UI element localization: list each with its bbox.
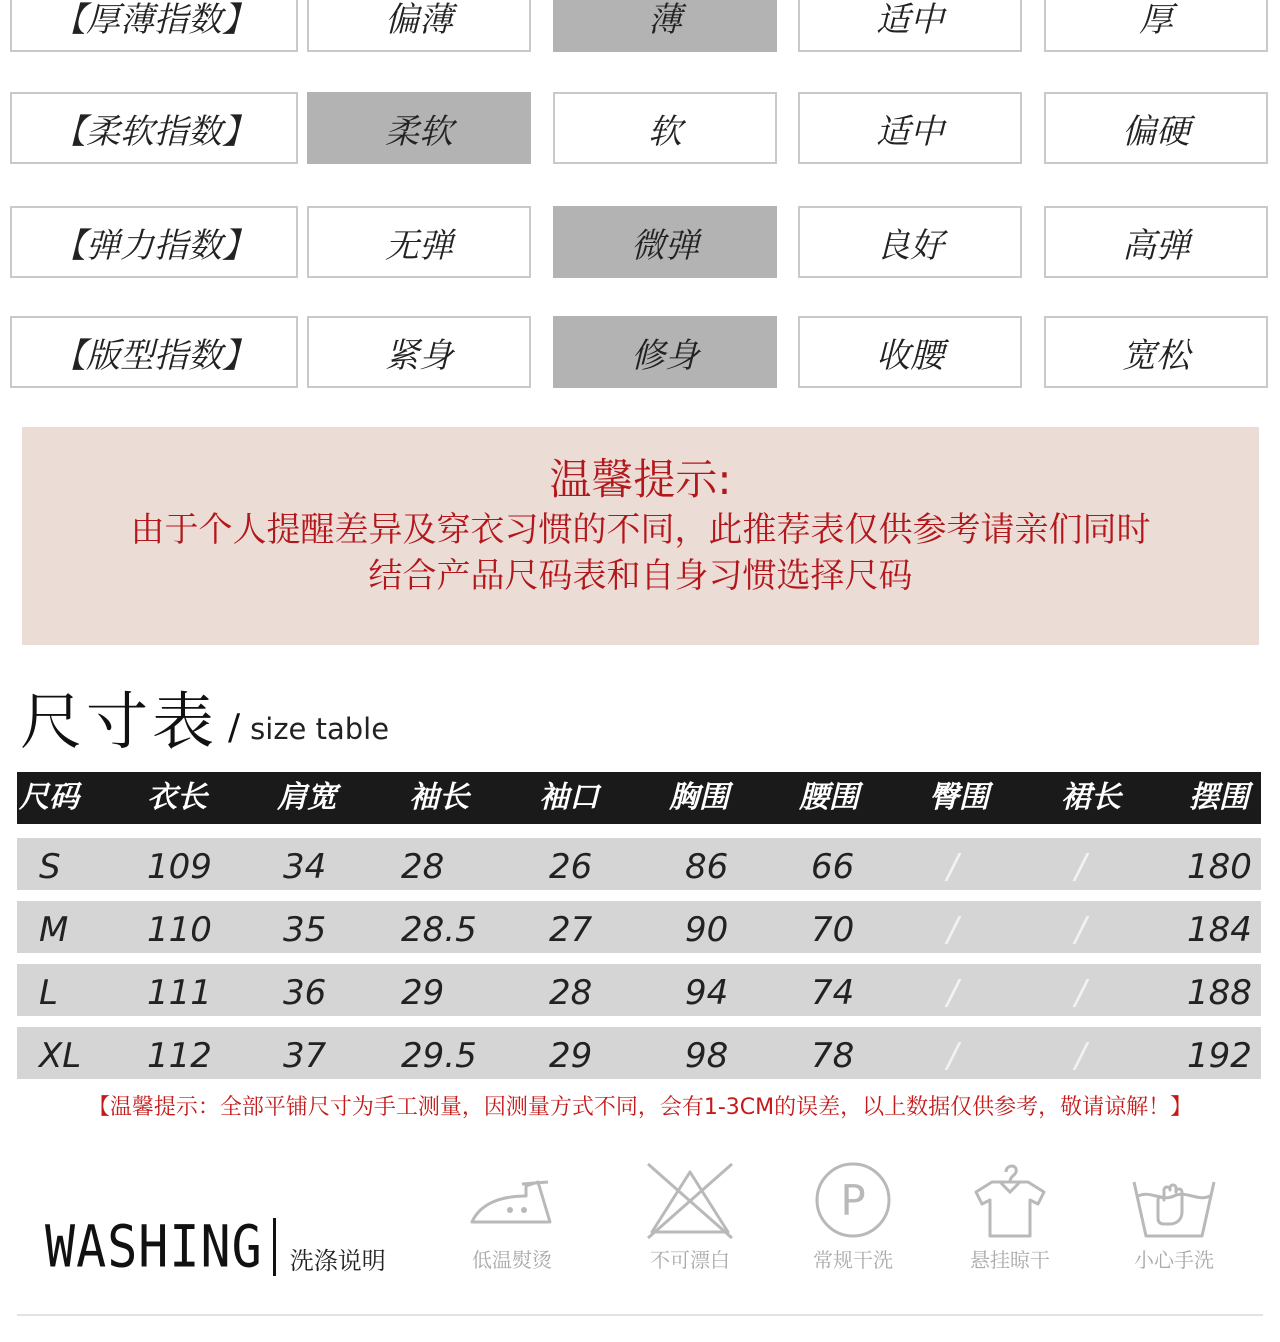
cell-shoulder: 36	[283, 973, 327, 1013]
tip-line-2: 结合产品尺码表和自身习惯选择尺码	[368, 556, 913, 596]
table-row	[17, 838, 1261, 890]
attr-label: 【版型指数】	[10, 316, 298, 388]
attr-row-thickness	[0, 0, 1280, 54]
cell-sleeve: 29.5	[401, 1036, 477, 1076]
wash-label: 不可漂白	[650, 1248, 730, 1272]
cell-shoulder: 35	[283, 910, 327, 950]
cell-waist: 78	[811, 1036, 855, 1076]
table-row	[17, 1027, 1261, 1079]
cell-skirt-length: /	[1075, 973, 1087, 1013]
attr-label: 【厚薄指数】	[10, 0, 298, 52]
cell-bust: 98	[685, 1036, 729, 1076]
attr-option: 紧身	[307, 316, 531, 388]
attr-option: 偏薄	[307, 0, 531, 52]
wash-item-no-bleach	[620, 1160, 760, 1273]
wash-label: 悬挂晾干	[970, 1248, 1050, 1272]
attr-label: 【柔软指数】	[10, 92, 298, 164]
cell-hip: /	[947, 973, 959, 1013]
cell-length: 111	[147, 973, 212, 1013]
dry-clean-icon	[803, 1160, 903, 1240]
attr-row-fit	[0, 316, 1280, 390]
cell-skirt-length: /	[1075, 847, 1087, 887]
attr-option: 宽松	[1044, 316, 1268, 388]
wash-label: 常规干洗	[813, 1248, 893, 1272]
cell-length: 109	[147, 847, 212, 887]
tip-box	[22, 427, 1259, 645]
measurement-note: 【温馨提示：全部平铺尺寸为手工测量，因测量方式不同，会有1-3CM的误差，以上数据仅供参考，敬请谅解！】	[87, 1095, 1193, 1120]
header-length: 衣长	[147, 780, 207, 815]
hang-dry-icon	[960, 1160, 1060, 1240]
cell-shoulder: 34	[283, 847, 327, 887]
bottom-divider	[17, 1314, 1263, 1316]
dry-clean-symbol: P	[840, 1176, 866, 1225]
cell-cuff: 29	[549, 1036, 593, 1076]
table-row	[17, 901, 1261, 953]
size-title-zh: 尺寸表	[20, 685, 219, 758]
attr-option: 收腰	[798, 316, 1022, 388]
cell-skirt-length: /	[1075, 910, 1087, 950]
cell-skirt-length: /	[1075, 1036, 1087, 1076]
cell-cuff: 26	[549, 847, 593, 887]
attr-option: 适中	[798, 0, 1022, 52]
attr-option: 无弹	[307, 206, 531, 278]
cell-cuff: 28	[549, 973, 593, 1013]
attr-option-selected: 薄	[553, 0, 777, 52]
title-divider	[273, 1218, 276, 1276]
header-waist: 腰围	[799, 780, 859, 815]
cell-sleeve: 28.5	[401, 910, 477, 950]
cell-hem: 180	[1187, 847, 1252, 887]
attr-row-elasticity	[0, 206, 1280, 280]
attr-option: 良好	[798, 206, 1022, 278]
attr-option-selected: 微弹	[553, 206, 777, 278]
header-cuff: 袖口	[539, 780, 599, 815]
cell-size: M	[39, 910, 69, 950]
no-bleach-icon	[640, 1160, 740, 1240]
cell-size: L	[39, 973, 58, 1013]
wash-item-dry-clean	[783, 1160, 923, 1273]
tip-text	[22, 507, 1259, 599]
cell-hem: 192	[1187, 1036, 1252, 1076]
attr-option-selected: 修身	[553, 316, 777, 388]
hand-wash-icon	[1124, 1160, 1224, 1240]
wash-item-hand-wash	[1104, 1160, 1244, 1273]
wash-label: 低温熨烫	[472, 1248, 552, 1272]
cell-cuff: 27	[549, 910, 593, 950]
washing-title-en: WASHING	[45, 1213, 263, 1281]
attr-label: 【弹力指数】	[10, 206, 298, 278]
header-size: 尺码	[19, 780, 79, 815]
attr-row-softness	[0, 92, 1280, 166]
cell-waist: 66	[811, 847, 855, 887]
washing-title-zh: 洗涤说明	[289, 1246, 386, 1275]
wash-item-iron	[442, 1160, 582, 1273]
header-shoulder: 肩宽	[277, 780, 337, 815]
attr-option: 适中	[798, 92, 1022, 164]
wash-item-hang-dry	[940, 1160, 1080, 1273]
cell-waist: 74	[811, 973, 855, 1013]
table-row	[17, 964, 1261, 1016]
iron-icon	[462, 1160, 562, 1240]
tip-title: 温馨提示:	[549, 455, 732, 504]
attr-option: 高弹	[1044, 206, 1268, 278]
attr-option: 厚	[1044, 0, 1268, 52]
cell-sleeve: 29	[401, 973, 445, 1013]
cell-sleeve: 28	[401, 847, 445, 887]
cell-size: XL	[39, 1036, 82, 1076]
cell-length: 110	[147, 910, 212, 950]
attr-option: 偏硬	[1044, 92, 1268, 164]
cell-hip: /	[947, 1036, 959, 1076]
header-hem: 摆围	[1189, 780, 1249, 815]
attr-option: 软	[553, 92, 777, 164]
wash-label: 小心手洗	[1134, 1248, 1214, 1272]
size-title-slash: /	[228, 707, 241, 748]
header-bust: 胸围	[669, 780, 729, 815]
washing-title	[45, 1213, 386, 1281]
cell-shoulder: 37	[283, 1036, 327, 1076]
header-hip: 臀围	[929, 780, 989, 815]
header-skirt-length: 裙长	[1061, 780, 1121, 815]
cell-bust: 90	[685, 910, 729, 950]
attr-option-selected: 柔软	[307, 92, 531, 164]
header-sleeve: 袖长	[409, 780, 469, 815]
tip-line-1: 由于个人提醒差异及穿衣习惯的不同，此推荐表仅供参考请亲们同时	[130, 510, 1151, 550]
cell-waist: 70	[811, 910, 855, 950]
size-title-en: size table	[250, 712, 390, 746]
cell-bust: 94	[685, 973, 729, 1013]
cell-size: S	[39, 847, 61, 887]
size-table-title	[20, 680, 389, 760]
cell-hem: 184	[1187, 910, 1252, 950]
cell-hem: 188	[1187, 973, 1252, 1013]
cell-bust: 86	[685, 847, 729, 887]
cell-hip: /	[947, 847, 959, 887]
size-table-header	[17, 772, 1261, 824]
cell-hip: /	[947, 910, 959, 950]
cell-length: 112	[147, 1036, 212, 1076]
